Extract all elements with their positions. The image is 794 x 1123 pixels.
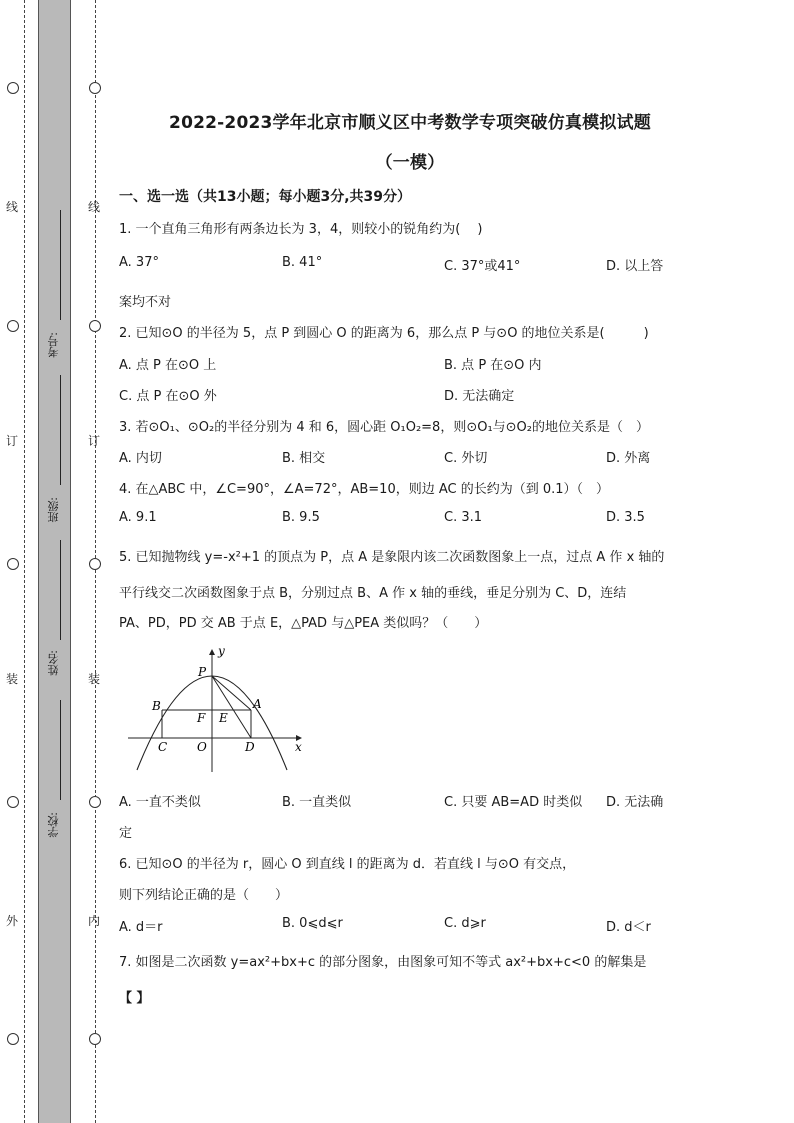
label-p: P [198,665,207,679]
parabola-figure [125,644,310,776]
class-label: 班级: [47,497,60,523]
q6-option-c[interactable]: C. d⩾r [444,916,486,931]
q1-option-b[interactable]: B. 41° [282,255,323,270]
margin-char-outer: 外 [5,914,18,928]
label-b: B [152,699,161,713]
punch-hole [89,558,101,570]
margin-char-inner: 装 [87,672,100,686]
exam-number-label: 考号: [47,332,60,358]
punch-hole [7,796,19,808]
q1-option-c[interactable]: C. 37°或41° [444,259,521,274]
question-4-stem: 4. 在△ABC 中，∠C=90°，∠A=72°，AB=10，则边 AC 的长约为（到 0.1）（ ） [119,482,610,497]
page-subtitle: （一模） [375,153,445,173]
section-heading: 一、选一选（共13小题；每小题3分,共39分） [119,189,412,205]
label-y: y [218,644,225,658]
question-6-line-1: 6. 已知⊙O 的半径为 r，圆心 O 到直线 l 的距离为 d．若直线 l 与⊙O 有交点， [119,857,576,872]
label-o: O [197,740,207,754]
question-2-stem: 2. 已知⊙O 的半径为 5，点 P 到圆心 O 的距离为 6，那么点 P 与⊙O 的地位关系是( ) [119,326,649,341]
q5-option-d-continued: 定 [119,826,133,841]
label-e: E [219,711,228,725]
question-5-line-2: 平行线交二次函数图象于点 B，分别过点 B、A 作 x 轴的垂线，垂足分别为 C、D，连结 [119,586,627,601]
school-label: 学校: [47,812,60,838]
punch-hole [7,82,19,94]
margin-char-outer: 订 [5,434,18,448]
margin-char-outer: 装 [5,672,18,686]
q6-option-d[interactable]: D. d＜r [606,920,651,935]
q3-option-c[interactable]: C. 外切 [444,451,488,466]
q5-option-c[interactable]: C. 只要 AB=AD 时类似 [444,795,583,810]
margin-char-outer: 线 [5,200,18,214]
school-line[interactable] [60,700,61,800]
question-6-line-2: 则下列结论正确的是（ ） [119,888,289,903]
q1-option-a[interactable]: A. 37° [119,255,159,270]
question-1-stem: 1. 一个直角三角形有两条边长为 3，4，则较小的锐角约为( ) [119,222,483,237]
label-c: C [158,740,168,754]
name-label: 姓名: [47,650,60,676]
margin-char-inner: 订 [87,434,100,448]
outer-cut-line [24,0,25,1123]
q5-option-a[interactable]: A. 一直不类似 [119,795,201,810]
q1-option-d[interactable]: D. 以上答 [606,259,664,274]
punch-hole [89,796,101,808]
segment-pd [212,676,251,738]
q2-option-b[interactable]: B. 点 P 在⊙O 内 [444,358,542,373]
punch-hole [7,558,19,570]
punch-hole [89,82,101,94]
label-d: D [245,740,255,754]
q6-option-b[interactable]: B. 0⩽d⩽r [282,916,343,931]
margin-char-inner: 内 [87,914,100,928]
question-5-line-3: PA、PD，PD 交 AB 于点 E，△PAD 与△PEA 类似吗？（ ） [119,616,488,631]
q4-option-d[interactable]: D. 3.5 [606,510,645,525]
q3-option-a[interactable]: A. 内切 [119,451,162,466]
q5-option-b[interactable]: B. 一直类似 [282,795,352,810]
punch-hole [89,1033,101,1045]
segment-pa [212,676,251,710]
margin-char-inner: 线 [87,200,100,214]
class-line[interactable] [60,375,61,485]
q2-option-a[interactable]: A. 点 P 在⊙O 上 [119,358,217,373]
q7-answer-bracket[interactable]: 【 】 [119,991,150,1006]
question-5-line-1: 5. 已知抛物线 y=-x²+1 的顶点为 P，点 A 是象限内该二次函数图象上一点，过点 A 作 x 轴的 [119,550,665,565]
question-7-stem: 7. 如图是二次函数 y=ax²+bx+c 的部分图象，由图象可知不等式 ax²+bx+c<0 的解集是 [119,955,647,970]
punch-hole [7,1033,19,1045]
q4-option-b[interactable]: B. 9.5 [282,510,320,525]
q3-option-d[interactable]: D. 外离 [606,451,651,466]
q3-option-b[interactable]: B. 相交 [282,451,326,466]
q2-option-d[interactable]: D. 无法确定 [444,389,515,404]
q5-option-d[interactable]: D. 无法确 [606,795,664,810]
q4-option-a[interactable]: A. 9.1 [119,510,157,525]
q1-option-d-continued: 案均不对 [119,295,172,310]
exam-number-line[interactable] [60,210,61,320]
page-title: 2022-2023学年北京市顺义区中考数学专项突破仿真模拟试题 [169,113,651,133]
binding-strip [38,0,71,1123]
label-a: A [253,697,262,711]
punch-hole [7,320,19,332]
q6-option-a[interactable]: A. d＝r [119,920,163,935]
q2-option-c[interactable]: C. 点 P 在⊙O 外 [119,389,217,404]
question-3-stem: 3. 若⊙O₁、⊙O₂的半径分别为 4 和 6，圆心距 O₁O₂=8，则⊙O₁与⊙O₂的地位关系是（ ） [119,420,650,435]
label-x: x [295,740,302,754]
punch-hole [89,320,101,332]
label-f: F [197,711,206,725]
q4-option-c[interactable]: C. 3.1 [444,510,483,525]
name-line[interactable] [60,540,61,640]
